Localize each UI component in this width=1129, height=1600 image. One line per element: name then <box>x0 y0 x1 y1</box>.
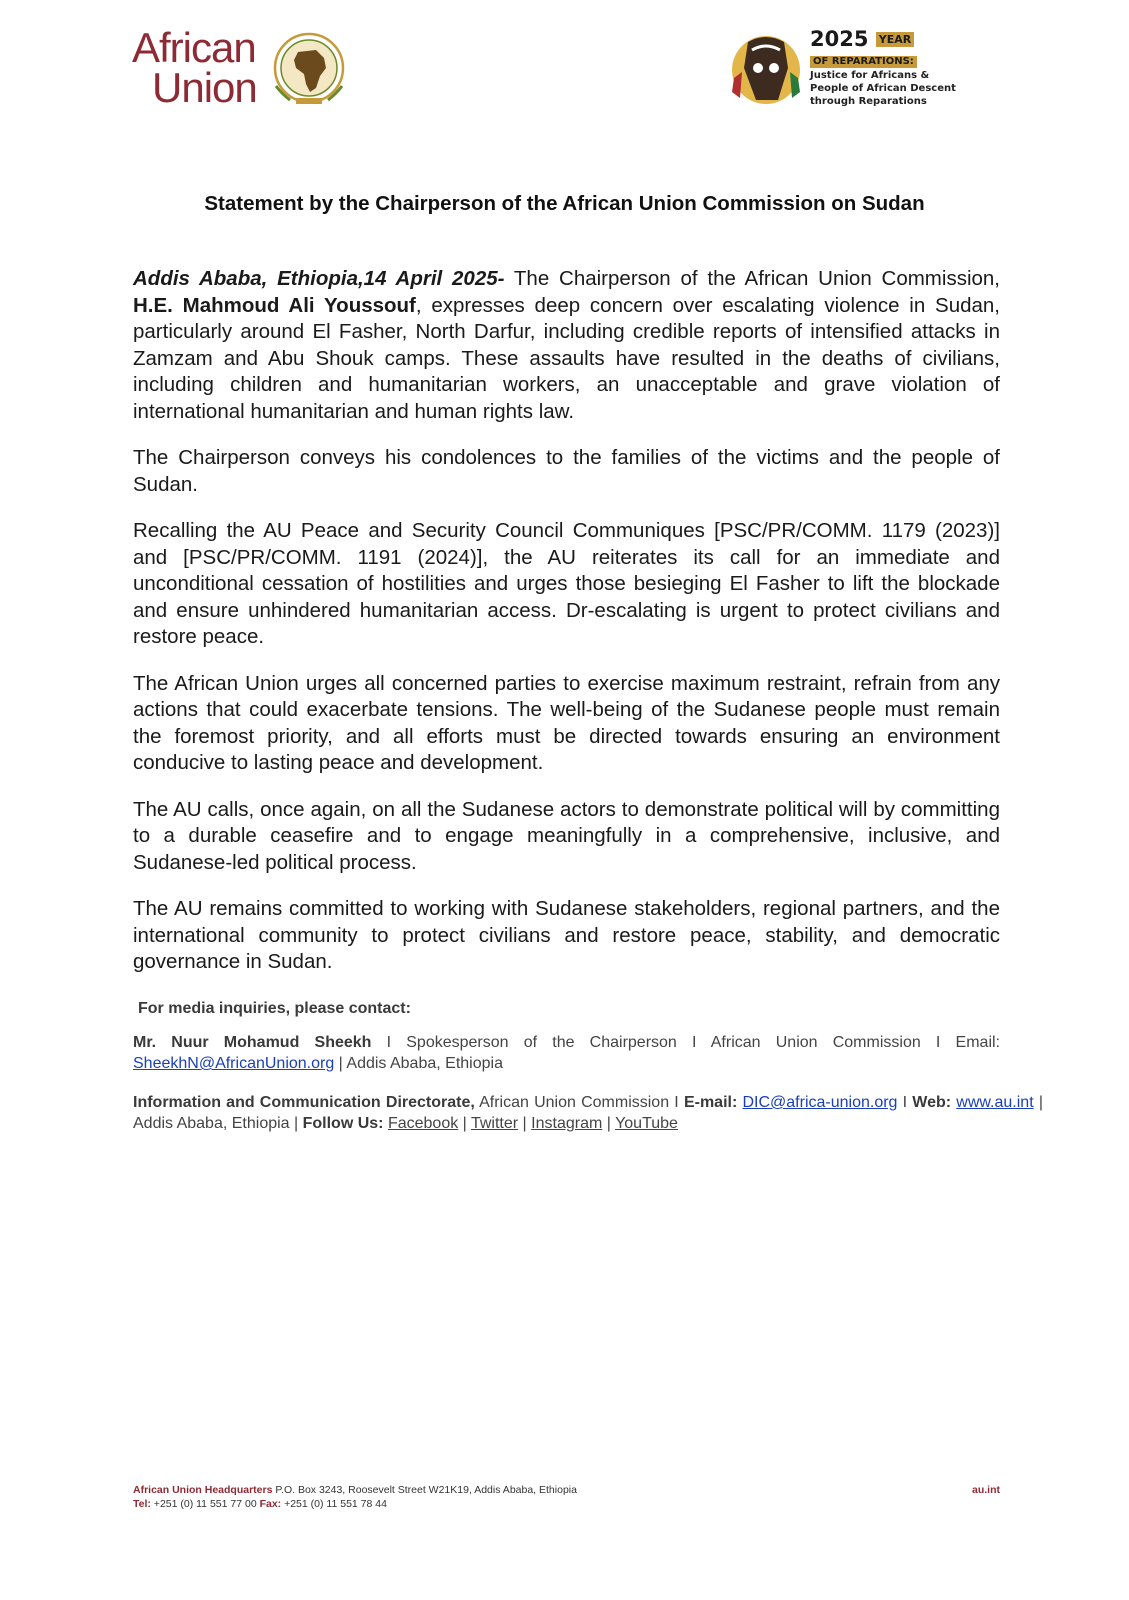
au-wordmark <box>132 24 257 111</box>
reparations-year <box>810 28 990 51</box>
youtube-link[interactable]: YouTube <box>615 1115 678 1132</box>
footer-phone <box>133 1497 1000 1511</box>
african-union-logo <box>132 24 357 112</box>
directorate-name: Information and Communication Directorate, <box>133 1094 475 1111</box>
footer-tel: +251 (0) 11 551 77 00 <box>150 1498 260 1510</box>
web-label: Web: <box>912 1094 952 1111</box>
website-link[interactable]: www.au.int <box>956 1094 1034 1111</box>
footer-website[interactable]: au.int <box>972 1484 1000 1496</box>
reparations-emblem-icon <box>728 28 806 112</box>
au-wordmark-line1: African <box>132 24 256 71</box>
reparations-text <box>810 28 990 108</box>
statement-title: Statement by the Chairperson of the African Union Commission on Sudan <box>204 192 925 215</box>
instagram-link[interactable]: Instagram <box>531 1115 603 1132</box>
spokesperson-email-link[interactable]: SheekhN@AfricanUnion.org <box>133 1055 335 1072</box>
footer-fax-label: Fax: <box>259 1498 282 1510</box>
reparations-year-number: 2025 <box>810 27 869 51</box>
pipe-separator: | <box>518 1115 532 1132</box>
paragraph-4: The African Union urges all concerned parties to exercise maximum restraint, refrain from any actions that could exacerbate tensions. The well-being of the Sudanese people must remain the foremost priority, and all efforts must be directed towards ensuring an environment conducive to lasting peace and development. <box>133 671 1000 774</box>
paragraph-1-text-b: , expresses deep concern over escalating violence in Sudan, particularly around El Fasher, North Darfur, including credible reports of intensified attacks in Zamzam and Abu Shouk camps. These assaults have resulted in the deaths of civilians, including children and humanitarian workers, an unacceptable and grave violation of international humanitarian and human rights law. <box>133 293 1000 423</box>
reparations-line1: Justice for Africans & <box>810 70 930 81</box>
facebook-link[interactable]: Facebook <box>387 1115 459 1132</box>
twitter-link[interactable]: Twitter <box>470 1115 519 1132</box>
year-of-reparations-logo <box>728 28 988 112</box>
paragraph-6: The AU remains committed to working with Sudanese stakeholders, regional partners, and the international community to protect civilians and restore peace, stability, and democratic governance in Sudan. <box>133 897 1000 973</box>
reparations-line2: People of African Descent <box>810 83 956 94</box>
paragraph-1-text-a: The Chairperson of the African Union Commission, <box>504 267 1000 290</box>
directorate-contact <box>133 1092 1043 1134</box>
directorate-email-link[interactable]: DIC@africa-union.org <box>742 1094 898 1111</box>
spokesperson-location: | Addis Ababa, Ethiopia <box>334 1055 503 1072</box>
media-inquiries-label: For media inquiries, please contact: <box>138 1000 411 1017</box>
footer-tel-label: Tel: <box>133 1498 151 1510</box>
reparations-line3: through Reparations <box>810 96 927 107</box>
footer-address <box>133 1483 1000 1497</box>
spokesperson-contact <box>133 1032 1000 1074</box>
reparations-subtitle: OF REPARATIONS: <box>810 56 917 68</box>
au-emblem-icon <box>268 28 350 110</box>
chairperson-name: H.E. Mahmoud Ali Youssouf <box>133 293 416 317</box>
footer-fax: +251 (0) 11 551 78 44 <box>281 1498 387 1510</box>
media-contact-section <box>133 1000 1043 1152</box>
paragraph-3: Recalling the AU Peace and Security Council Communiques [PSC/PR/COMM. 1179 (2023)] and [PSC/PR/COMM. 1191 (2024)], the AU reiterates its call for an immediate and unconditional cessation of hostilities and urges those besieging El Fasher to lift the blockade and ensure unhindered humanitarian access. Dr-escalating is urgent to protect civilians and restore peace. <box>133 519 1000 648</box>
page-footer <box>133 1483 1000 1511</box>
directorate-email-label: E-mail: <box>683 1094 738 1111</box>
paragraph-1 <box>133 266 1000 425</box>
paragraph-5: The AU calls, once again, on all the Sudanese actors to demonstrate political will by committing to a durable ceasefire and to engage meaningfully in a comprehensive, inclusive, and Sudanese-led political process. <box>133 797 1000 874</box>
paragraph-2: The Chairperson conveys his condolences to the families of the victims and the people of Sudan. <box>133 446 1000 496</box>
reparations-year-word: YEAR <box>876 32 914 47</box>
au-wordmark-line2: Union <box>152 64 257 111</box>
footer-hq-label: African Union Headquarters <box>133 1484 273 1496</box>
directorate-city: | Addis Ababa, Ethiopia | <box>133 1094 1043 1132</box>
pipe-separator: | <box>458 1115 471 1132</box>
directorate-org: African Union Commission I <box>474 1094 684 1111</box>
pipe-separator: | <box>602 1115 616 1132</box>
footer-hq-address: P.O. Box 3243, Roosevelt Street W21K19, Addis Ababa, Ethiopia <box>272 1484 577 1496</box>
dateline: Addis Ababa, Ethiopia,14 April 2025- <box>133 267 505 290</box>
statement-body <box>133 266 1000 996</box>
separator: I <box>897 1094 913 1111</box>
spokesperson-role: I Spokesperson of the Chairperson I African Union Commission I Email: <box>371 1034 1000 1051</box>
spokesperson-name: Mr. Nuur Mohamud Sheekh <box>133 1034 372 1051</box>
follow-us-label: Follow Us: <box>302 1115 384 1132</box>
